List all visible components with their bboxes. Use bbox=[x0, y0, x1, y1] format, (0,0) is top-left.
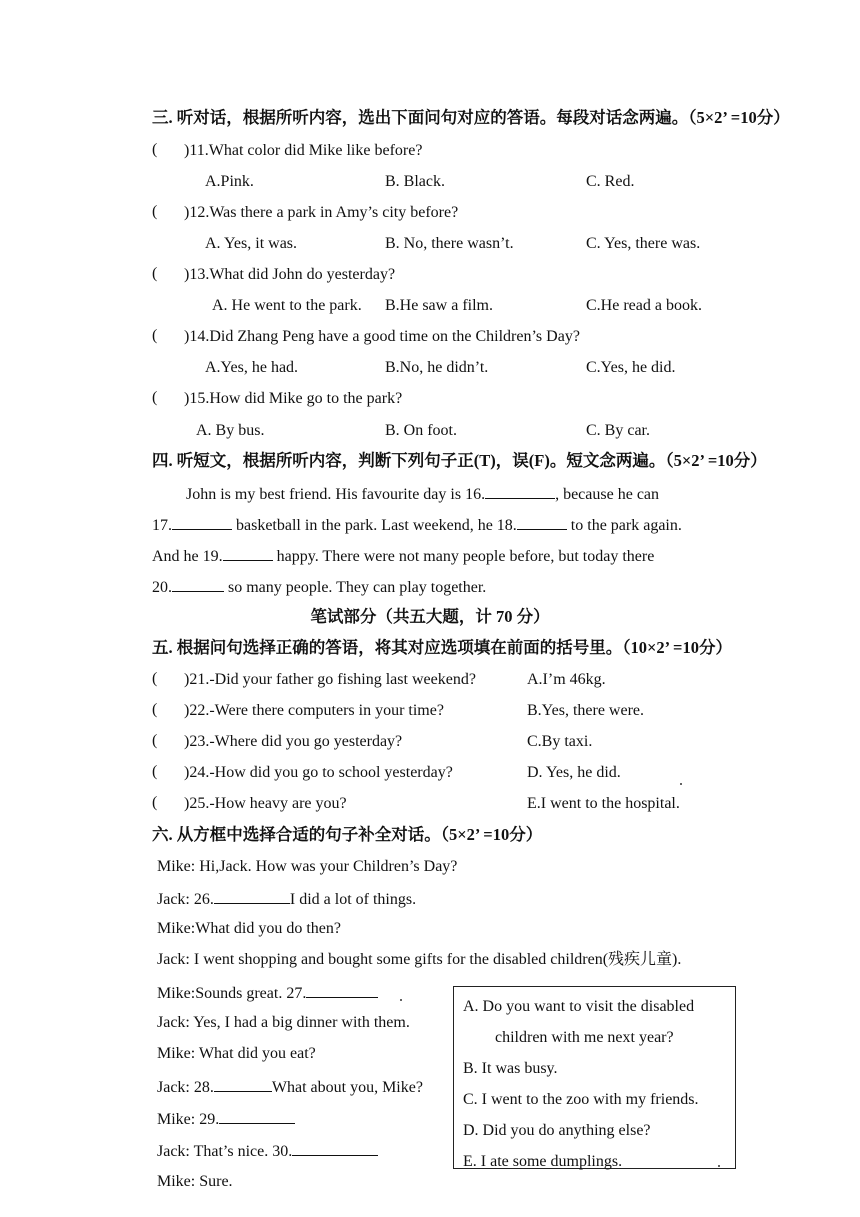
box-option-a: A. Do you want to visit the disabled bbox=[463, 998, 695, 1015]
option-b: B.No, he didn’t. bbox=[385, 359, 489, 376]
dialogue-text: Mike:Sounds great. 27. bbox=[157, 985, 307, 1002]
answer-option: B.Yes, there were. bbox=[527, 702, 645, 719]
answer-paren: ( bbox=[152, 701, 158, 718]
blank-16[interactable] bbox=[485, 483, 555, 499]
passage-text: John is my best friend. His favourite day is 16. bbox=[186, 486, 486, 503]
passage-line-1 bbox=[186, 483, 659, 505]
option-b: B.He saw a film. bbox=[385, 297, 493, 314]
box-option-c: C. I went to the zoo with my friends. bbox=[463, 1091, 699, 1108]
question-text: )13.What did John do yesterday? bbox=[184, 266, 396, 283]
passage-text: basketball in the park. Last weekend, he 18. bbox=[232, 517, 517, 534]
answer-option: D. Yes, he did. bbox=[527, 764, 621, 781]
option-c: C.He read a book. bbox=[586, 297, 702, 314]
question-text: )11.What color did Mike like before? bbox=[184, 142, 423, 159]
passage-line-2 bbox=[152, 514, 682, 536]
dialogue-text: Jack: That’s nice. 30. bbox=[157, 1143, 293, 1160]
dialogue-text: What about you, Mike? bbox=[271, 1079, 423, 1096]
blank-26[interactable] bbox=[214, 888, 290, 904]
dialogue-line: Jack: I went shopping and bought some gifts for the disabled children(残疾儿童). bbox=[157, 951, 682, 968]
speck-mark bbox=[680, 783, 682, 785]
answer-paren: ( bbox=[152, 327, 158, 344]
passage-text: happy. There were not many people before, but today there bbox=[272, 548, 655, 565]
dialogue-line: Jack: Yes, I had a big dinner with them. bbox=[157, 1014, 410, 1031]
answer-option: A.I’m 46kg. bbox=[527, 671, 606, 688]
dialogue-line: Mike: What did you eat? bbox=[157, 1045, 316, 1062]
passage-text: 17. bbox=[152, 517, 172, 534]
dialogue-line bbox=[157, 982, 378, 1004]
passage-text: so many people. They can play together. bbox=[224, 579, 487, 596]
question-text: )15.How did Mike go to the park? bbox=[184, 390, 403, 407]
written-part-title: 笔试部分（共五大题，计 70 分） bbox=[310, 607, 550, 626]
option-a: A.Pink. bbox=[205, 173, 254, 190]
option-b: B. No, there wasn’t. bbox=[385, 235, 514, 252]
answer-option: C.By taxi. bbox=[527, 733, 593, 750]
option-a: A. Yes, it was. bbox=[205, 235, 298, 252]
dialogue-text: Mike: 29. bbox=[157, 1111, 220, 1128]
dialogue-line: Mike: Hi,Jack. How was your Children’s Day? bbox=[157, 858, 458, 875]
option-c: C.Yes, he did. bbox=[586, 359, 676, 376]
speck-mark bbox=[400, 999, 402, 1001]
dialogue-text: Jack: 26. bbox=[157, 891, 214, 908]
option-c: C. Yes, there was. bbox=[586, 235, 701, 252]
answer-paren: ( bbox=[152, 389, 158, 406]
answer-paren: ( bbox=[152, 732, 158, 749]
blank-28[interactable] bbox=[214, 1076, 272, 1092]
blank-17[interactable] bbox=[172, 514, 232, 530]
section-3-heading: 三. 听对话，根据所听内容，选出下面问句对应的答语。每段对话念两遍。（5×2’ =10分） bbox=[152, 108, 790, 127]
section-4-heading: 四. 听短文，根据所听内容，判断下列句子正(T)，误(F)。短文念两遍。（5×2’ =10分） bbox=[152, 451, 767, 470]
passage-text: 20. bbox=[152, 579, 172, 596]
box-option-d: D. Did you do anything else? bbox=[463, 1122, 651, 1139]
box-option-e: E. I ate some dumplings. bbox=[463, 1153, 623, 1170]
dialogue-line bbox=[157, 1140, 378, 1162]
answer-paren: ( bbox=[152, 670, 158, 687]
blank-19[interactable] bbox=[223, 545, 273, 561]
options-box bbox=[453, 986, 736, 1169]
passage-text: And he 19. bbox=[152, 548, 223, 565]
box-option-b: B. It was busy. bbox=[463, 1060, 558, 1077]
dialogue-line bbox=[157, 1076, 423, 1098]
option-c: C. Red. bbox=[586, 173, 635, 190]
blank-18[interactable] bbox=[517, 514, 567, 530]
option-a: A.Yes, he had. bbox=[205, 359, 299, 376]
question-text: )21.-Did your father go fishing last weekend? bbox=[184, 671, 476, 688]
question-text: )12.Was there a park in Amy’s city before? bbox=[184, 204, 459, 221]
section-6-heading: 六. 从方框中选择合适的句子补全对话。（5×2’ =10分） bbox=[152, 825, 543, 844]
option-c: C. By car. bbox=[586, 422, 650, 439]
question-text: )23.-Where did you go yesterday? bbox=[184, 733, 403, 750]
question-text: )24.-How did you go to school yesterday? bbox=[184, 764, 453, 781]
question-text: )14.Did Zhang Peng have a good time on the Children’s Day? bbox=[184, 328, 580, 345]
passage-text: , because he can bbox=[555, 486, 660, 503]
section-5-heading: 五. 根据问句选择正确的答语，将其对应选项填在前面的括号里。（10×2’ =10分） bbox=[152, 638, 732, 657]
answer-paren: ( bbox=[152, 265, 158, 282]
option-b: B. On foot. bbox=[385, 422, 457, 439]
dialogue-line: Mike:What did you do then? bbox=[157, 920, 341, 937]
dialogue-line bbox=[157, 888, 416, 910]
dialogue-line bbox=[157, 1108, 295, 1130]
answer-option: E.I went to the hospital. bbox=[527, 795, 680, 812]
answer-paren: ( bbox=[152, 203, 158, 220]
question-text: )25.-How heavy are you? bbox=[184, 795, 347, 812]
option-b: B. Black. bbox=[385, 173, 445, 190]
blank-30[interactable] bbox=[292, 1140, 378, 1156]
passage-line-3 bbox=[152, 545, 654, 567]
answer-paren: ( bbox=[152, 763, 158, 780]
answer-paren: ( bbox=[152, 794, 158, 811]
blank-29[interactable] bbox=[219, 1108, 295, 1124]
box-option-a-cont: children with me next year? bbox=[495, 1029, 674, 1046]
blank-27[interactable] bbox=[306, 982, 378, 998]
passage-line-4 bbox=[152, 576, 486, 598]
blank-20[interactable] bbox=[172, 576, 224, 592]
option-a: A. By bus. bbox=[196, 422, 265, 439]
question-text: )22.-Were there computers in your time? bbox=[184, 702, 444, 719]
speck-mark bbox=[718, 1165, 720, 1167]
dialogue-line: Mike: Sure. bbox=[157, 1173, 233, 1190]
dialogue-text: Jack: 28. bbox=[157, 1079, 214, 1096]
dialogue-text: I did a lot of things. bbox=[289, 891, 417, 908]
passage-text: to the park again. bbox=[566, 517, 682, 534]
answer-paren: ( bbox=[152, 141, 158, 158]
option-a: A. He went to the park. bbox=[212, 297, 362, 314]
